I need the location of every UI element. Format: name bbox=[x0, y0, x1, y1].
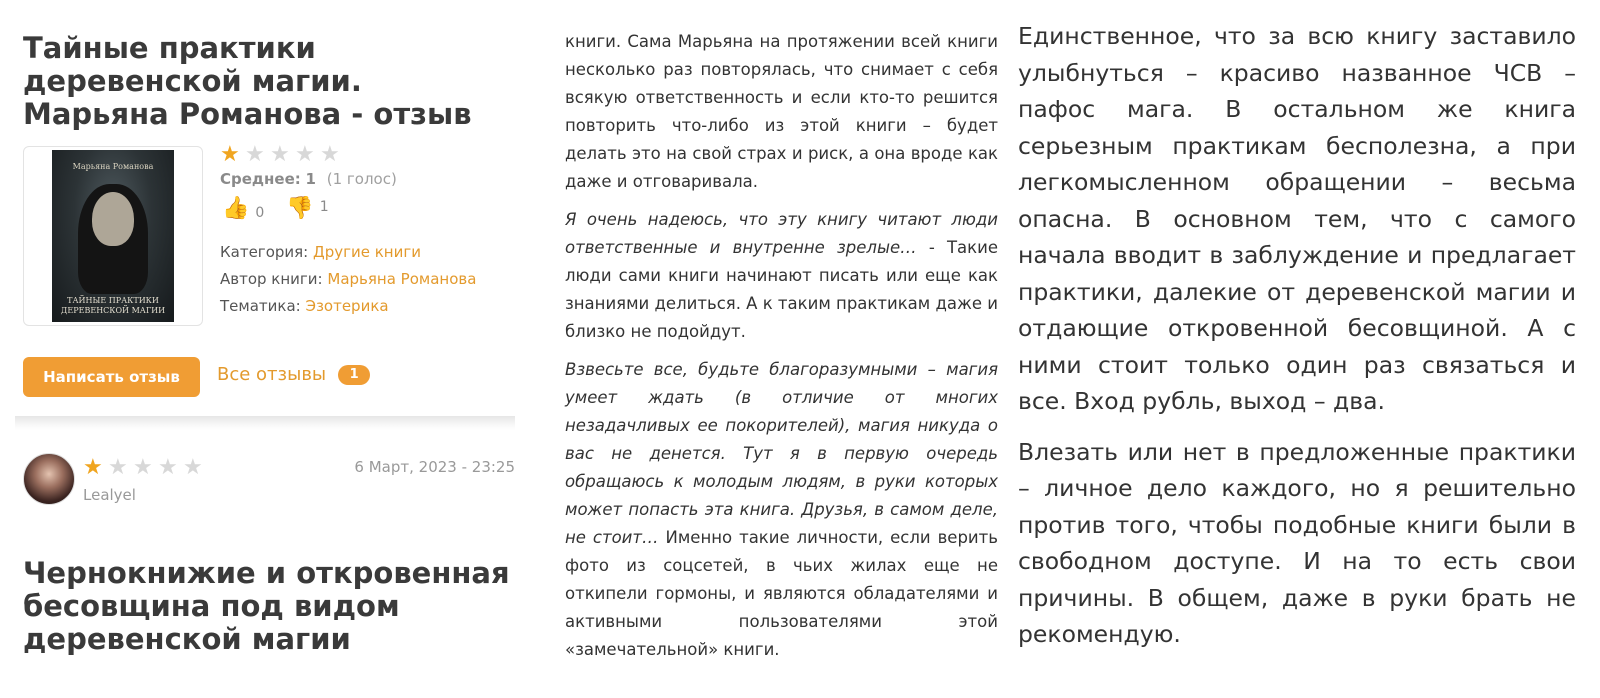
review-paragraph bbox=[565, 356, 998, 664]
meta-author bbox=[220, 270, 476, 288]
reviewer-username[interactable]: Lealyel bbox=[83, 486, 136, 504]
review-body-right bbox=[1018, 18, 1576, 667]
book-cover-frame[interactable] bbox=[23, 146, 203, 326]
meta-author-link[interactable]: Марьяна Романова bbox=[327, 270, 477, 288]
thumbs-up-icon[interactable]: 👍 bbox=[222, 196, 250, 221]
review-paragraph: Влезать или нет в предложенные практики – личное дело каждого, но я решительно против того, чтобы подобные книги были в свободном доступе. И на то есть свои причины. В общем, даже в руки брать не рекомендую. bbox=[1018, 437, 1576, 648]
reviewer-avatar[interactable] bbox=[23, 453, 75, 505]
votes-count: (1 голос) bbox=[326, 170, 397, 188]
star-icon[interactable]: ★ bbox=[270, 142, 290, 167]
review-title: Чернокнижие и откровенная бесовщина под видом деревенской магии bbox=[23, 556, 510, 656]
paragraph-text: - Такие люди сами книги начинают писать или еще как знаниями делиться. А к таким практикам даже и близко не подойдут. bbox=[565, 238, 998, 341]
star-icon: ★ bbox=[158, 455, 178, 480]
star-icon[interactable]: ★ bbox=[295, 142, 315, 167]
all-reviews-link[interactable] bbox=[217, 364, 370, 385]
dislikes-count: 1 bbox=[319, 198, 329, 215]
meta-topic-label: Тематика: bbox=[220, 297, 306, 315]
section-divider bbox=[15, 416, 515, 430]
paragraph-text: Именно такие личности, если верить фото из соцсетей, в чьих жилах еще не откипели гормоны, и являются обладателями и активными пользователями этой «замечательной» книги. bbox=[565, 528, 998, 659]
reviews-count-badge: 1 bbox=[338, 365, 370, 385]
average-value: 1 bbox=[305, 170, 316, 188]
star-icon: ★ bbox=[108, 455, 128, 480]
write-review-button[interactable]: Написать отзыв bbox=[23, 357, 200, 397]
book-cover-image bbox=[52, 150, 174, 322]
star-icon: ★ bbox=[83, 455, 103, 480]
meta-author-label: Автор книги: bbox=[220, 270, 328, 288]
star-icon: ★ bbox=[183, 455, 203, 480]
star-icon[interactable]: ★ bbox=[220, 142, 240, 167]
likes-count: 0 bbox=[255, 204, 265, 221]
book-title: Тайные практики деревенской магии. Марьяна Романова - отзыв bbox=[23, 31, 472, 131]
star-icon[interactable]: ★ bbox=[320, 142, 340, 167]
meta-topic bbox=[220, 297, 389, 315]
meta-category-label: Категория: bbox=[220, 243, 313, 261]
meta-category-link[interactable]: Другие книги bbox=[312, 243, 421, 261]
cover-figure-face bbox=[92, 192, 134, 246]
thumbs-down-icon[interactable]: 👎 bbox=[286, 196, 314, 221]
quote-text: Взвесьте все, будьте благоразумными – магия умеет ждать (в отличие от многих незадачливых ее покорителей), магия никуда о вас не денется. Тут я в первую очередь обращаюсь к молодым людям, в руки которых может попасть эта книга. Друзья, в самом деле, не стоит… bbox=[565, 360, 998, 547]
review-paragraph: книги. Сама Марьяна на протяжении всей книги несколько раз повторялась, что снимает с себя всякую ответственность и если кто-то решится повторить что-либо из этой книги – будет делать это на свой страх и риск, а она вроде как даже и отговаривала. bbox=[565, 32, 998, 191]
quote-text: Я очень надеюсь, что эту книгу читают люди ответственные и внутренне зрелые… bbox=[565, 210, 998, 257]
book-rating-stars[interactable] bbox=[220, 144, 342, 166]
like-dislike-bar bbox=[222, 196, 329, 221]
average-label: Среднее: bbox=[220, 170, 301, 188]
review-date: 6 Март, 2023 - 23:25 bbox=[354, 458, 515, 476]
book-panel bbox=[15, 0, 515, 698]
star-icon[interactable]: ★ bbox=[245, 142, 265, 167]
meta-topic-link[interactable]: Эзотерика bbox=[305, 297, 389, 315]
meta-category bbox=[220, 243, 421, 261]
review-body-middle bbox=[565, 28, 998, 674]
review-paragraph: Единственное, что за всю книгу заставило улыбнуться – красиво названное ЧСВ – пафос мага. В остальном же книга серьезным практикам бесполезна, а при легкомысленном обращении – весьма опасна. В основном тем, что с самого начала вводит в заблуждение и предлагает практики, далекие от деревенской магии и отдающие откровенной бесовщиной. А с ними стоит только один раз связаться и все. Вход рубль, выход – два. bbox=[1018, 22, 1576, 415]
star-icon: ★ bbox=[133, 455, 153, 480]
review-paragraph bbox=[565, 206, 998, 346]
cover-title-text: ТАЙНЫЕ ПРАКТИКИ ДЕРЕВЕНСКОЙ МАГИИ bbox=[60, 296, 166, 315]
average-rating bbox=[220, 170, 397, 188]
all-reviews-label: Все отзывы bbox=[217, 364, 327, 385]
review-rating-stars bbox=[83, 457, 205, 479]
cover-author-text: Марьяна Романова bbox=[72, 162, 154, 171]
